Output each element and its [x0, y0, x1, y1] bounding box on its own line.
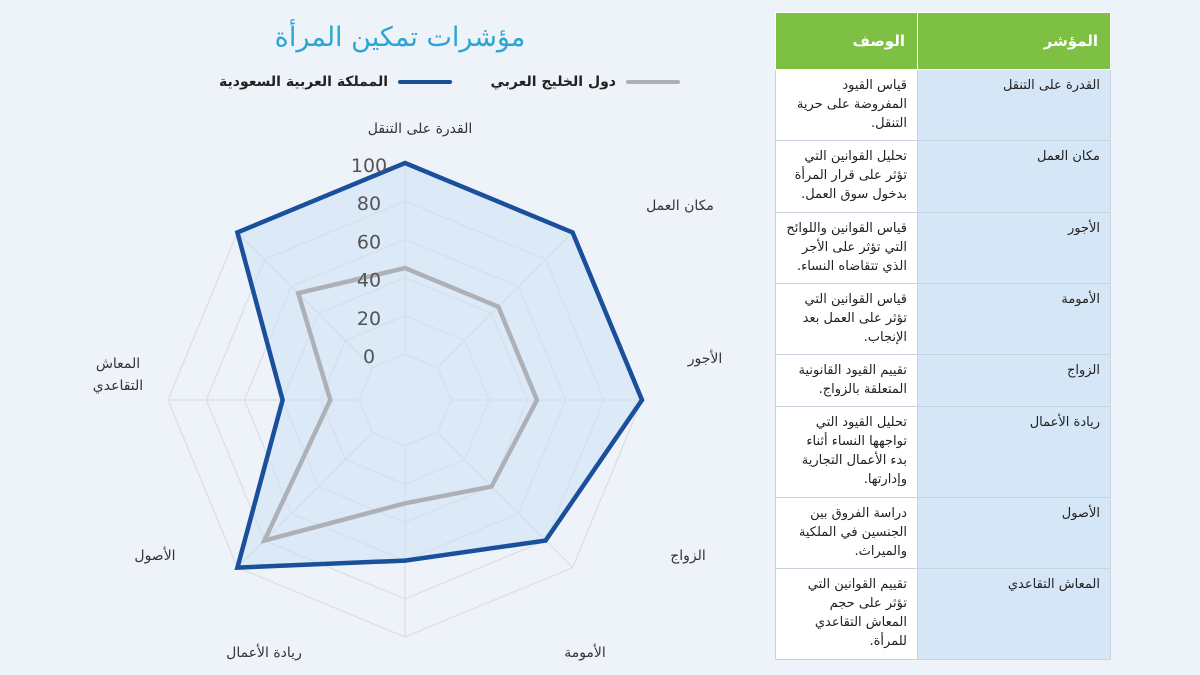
axis-label: التقاعدي — [92, 378, 144, 394]
axis-label: الأمومة — [564, 645, 606, 661]
table-row — [776, 497, 1111, 568]
data-point-saudi — [281, 399, 284, 402]
table-cell-description: قياس القيود المفروضة على حرية التنقل. — [776, 70, 918, 141]
data-point-gulf — [404, 267, 407, 270]
data-point-saudi — [236, 231, 239, 234]
table-row — [776, 407, 1111, 498]
chart-title: مؤشرات تمكين المرأة — [274, 22, 526, 53]
table-cell-description: تحليل القوانين التي تؤثر على قرار المرأة بدخول سوق العمل. — [776, 141, 918, 212]
table-cell-description: تحليل القيود التي تواجهها النساء أثناء بدء الأعمال التجارية وإدارتها. — [776, 407, 918, 498]
data-point-gulf — [535, 399, 538, 402]
axis-label: الأجور — [687, 351, 723, 367]
table-cell-indicator: مكان العمل — [918, 141, 1111, 212]
data-point-gulf — [497, 305, 500, 308]
table-row — [776, 141, 1111, 212]
data-point-gulf — [263, 539, 266, 542]
table-row — [776, 355, 1111, 407]
indicators-table — [775, 12, 1111, 660]
table-cell-indicator: الزواج — [918, 355, 1111, 407]
tick-label: 80 — [356, 193, 382, 216]
data-point-saudi — [236, 566, 239, 569]
table-cell-description: تقييم القوانين التي تؤثر على حجم المعاش التقاعدي للمرأة. — [776, 569, 918, 660]
legend-label-gulf: دول الخليج العربي — [490, 74, 616, 90]
data-point-gulf — [404, 502, 407, 505]
table-header-row — [776, 13, 1111, 70]
header-indicator: المؤشر — [918, 13, 1111, 70]
table-cell-indicator: المعاش التقاعدي — [918, 569, 1111, 660]
data-point-saudi — [544, 539, 547, 542]
series-line-saudi — [237, 163, 642, 568]
axis-label: القدرة على التنقل — [367, 121, 473, 137]
axis-label: مكان العمل — [646, 198, 714, 214]
legend-label-saudi: المملكة العربية السعودية — [219, 74, 388, 90]
data-point-gulf — [329, 399, 332, 402]
data-point-gulf — [297, 292, 300, 295]
table-cell-description: قياس القوانين التي تؤثر على العمل بعد الإنجاب. — [776, 283, 918, 354]
table-cell-indicator: الأصول — [918, 497, 1111, 568]
table-cell-indicator: القدرة على التنقل — [918, 70, 1111, 141]
data-point-gulf — [490, 485, 493, 488]
tick-label: 60 — [356, 231, 382, 254]
table-cell-description: دراسة الفروق بين الجنسين في الملكية والميراث. — [776, 497, 918, 568]
axis-label: ريادة الأعمال — [226, 645, 302, 661]
axis-label: الزواج — [670, 548, 706, 564]
table-cell-indicator: ريادة الأعمال — [918, 407, 1111, 498]
table-cell-description: قياس القوانين واللوائح التي تؤثر على الأجر الذي تتقاضاه النساء. — [776, 212, 918, 283]
table-row — [776, 283, 1111, 354]
tick-label: 40 — [356, 269, 382, 292]
data-point-saudi — [404, 559, 407, 562]
data-point-saudi — [571, 231, 574, 234]
table-cell-description: تقييم القيود القانونية المتعلقة بالزواج. — [776, 355, 918, 407]
header-description: الوصف — [776, 13, 918, 70]
table-row — [776, 70, 1111, 141]
data-point-saudi — [641, 399, 644, 402]
data-point-saudi — [404, 162, 407, 165]
table-row — [776, 212, 1111, 283]
axis-label: المعاش — [95, 356, 141, 372]
tick-label: 0 — [362, 346, 376, 368]
tick-label: 20 — [356, 307, 382, 330]
indicators-table-panel — [775, 12, 1111, 660]
tick-label: 100 — [350, 155, 388, 177]
table-cell-indicator: الأجور — [918, 212, 1111, 283]
table-cell-indicator: الأمومة — [918, 283, 1111, 354]
axis-label: الأصول — [134, 548, 176, 564]
table-row — [776, 569, 1111, 660]
